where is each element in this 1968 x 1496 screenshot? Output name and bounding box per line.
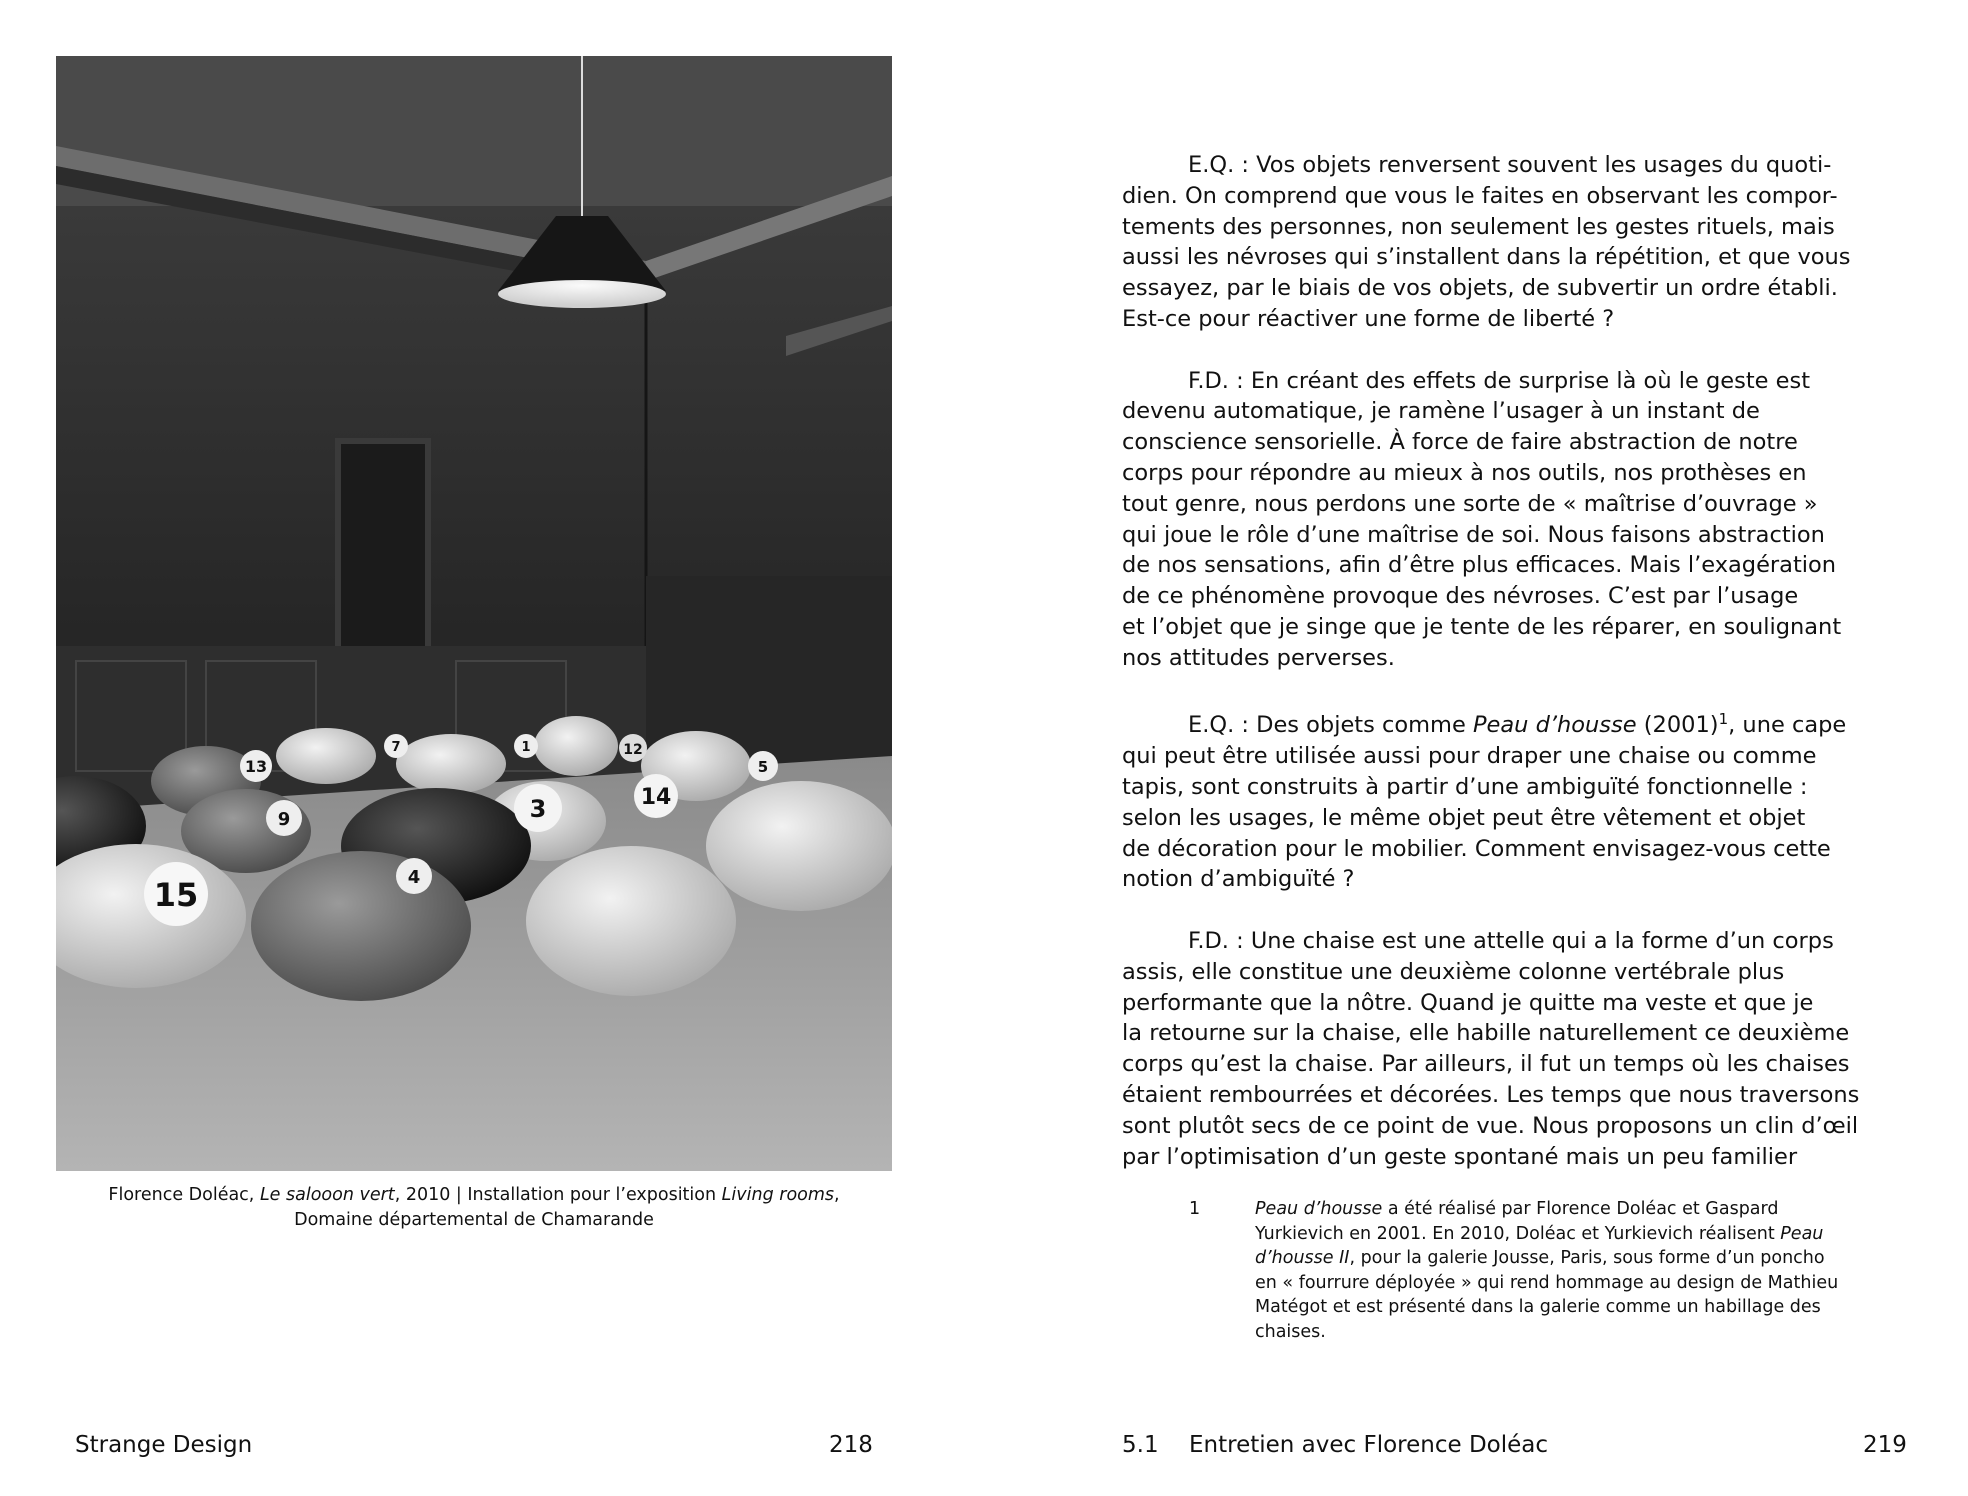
text-line: de nos sensations, afin d’être plus efficaces. Mais l’exagération (1122, 552, 1837, 579)
footnote-number: 1 (1189, 1199, 1201, 1219)
caption-exhibition: Living rooms (721, 1185, 835, 1205)
footnote-line: Matégot et est présenté dans la galerie comme un habillage des (1255, 1297, 1821, 1317)
paragraph (1122, 926, 1882, 1172)
text-line: F.D. : Une chaise est une attelle qui a la forme d’un corps (1188, 927, 1834, 954)
text-line: par l’optimisation d’un geste spontané mais un peu familier (1122, 1143, 1798, 1170)
text-line: qui peut être utilisée aussi pour draper une chaise ou comme (1122, 743, 1817, 770)
text-line: Est-ce pour réactiver une forme de liberté ? (1122, 305, 1615, 332)
page-number-left: 218 (829, 1432, 873, 1458)
text-line: performante que la nôtre. Quand je quitte ma veste et que je (1122, 989, 1814, 1016)
footnote-text (1255, 1197, 1849, 1344)
footnote-italic: Peau (1780, 1223, 1824, 1244)
section-number: 5.1 (1122, 1432, 1159, 1458)
text-line: et l’objet que je singe que je tente de les réparer, en soulignant (1122, 613, 1842, 640)
text-line: aussi les névroses qui s’installent dans la répétition, et que vous (1122, 244, 1851, 271)
photo-caption (56, 1183, 892, 1233)
footnote-italic: d’housse II (1255, 1248, 1350, 1268)
text-line: tout genre, nous perdons une sorte de « maîtrise d’ouvrage » (1122, 490, 1818, 517)
caption-work-title: Le salooon vert (259, 1185, 395, 1205)
text-line: F.D. : En créant des effets de surprise là où le geste est (1188, 367, 1811, 394)
text-fragment: E.Q. : Des objets comme (1188, 712, 1473, 739)
ball-number: 5 (757, 758, 769, 776)
footnote-fragment: Yurkievich en 2001. En 2010, Doléac et Yurkievich réalisent (1255, 1223, 1781, 1244)
ball-number: 13 (244, 757, 268, 776)
text-line: tapis, sont construits à partir d’une ambiguïté fonctionnelle : (1122, 773, 1808, 800)
text-fragment: , une cape (1728, 712, 1847, 739)
paragraph (1122, 366, 1882, 674)
text-line: assis, elle constitue une deuxième colonne vertébrale plus (1122, 958, 1785, 985)
caption-middle: , 2010 | Installation pour l’exposition (394, 1185, 722, 1205)
text-line: conscience sensorielle. À force de faire abstraction de notre (1122, 429, 1798, 456)
interview-text (1122, 150, 1882, 1172)
ball-number: 1 (521, 740, 531, 755)
text-line: essayez, par le biais de vos objets, de subvertir un ordre établi. (1122, 275, 1838, 302)
text-line: nos attitudes perverses. (1122, 644, 1395, 671)
caption-author: Florence Doléac, (108, 1185, 260, 1205)
footnote-reference[interactable]: 1 (1718, 710, 1729, 729)
ball-number: 9 (277, 809, 291, 830)
text-line: notion d’ambiguïté ? (1122, 866, 1355, 893)
book-title: Strange Design (75, 1432, 253, 1458)
text-line (1122, 704, 1882, 741)
footnote-fragment: , pour la galerie Jousse, Paris, sous forme d’un poncho (1349, 1248, 1825, 1268)
text-line: étaient rembourrées et décorées. Les temps que nous traversons (1122, 1081, 1860, 1108)
ball-number: 3 (529, 795, 547, 823)
footnote-line: en « fourrure déployée » qui rend hommage au design de Mathieu (1255, 1272, 1839, 1293)
photo-illustration (56, 56, 892, 1171)
footnote-italic: Peau d’housse (1255, 1199, 1383, 1219)
text-line: dien. On comprend que vous le faites en observant les compor- (1122, 182, 1838, 209)
right-page (984, 0, 1968, 1496)
text-line: la retourne sur la chaise, elle habille naturellement ce deuxième (1122, 1020, 1850, 1047)
ball-number: 12 (623, 742, 643, 758)
footnote (1189, 1197, 1849, 1344)
ball-number: 14 (640, 785, 672, 810)
paragraph (1122, 150, 1882, 335)
text-line: tements des personnes, non seulement les gestes rituels, mais (1122, 213, 1835, 240)
text-line: de ce phénomène provoque des névroses. C’est par l’usage (1122, 583, 1799, 610)
ball-number: 4 (407, 867, 421, 888)
text-line: selon les usages, le même objet peut être vêtement et objet (1122, 804, 1806, 831)
ball-number: 7 (391, 740, 401, 755)
ball-number: 15 (153, 876, 199, 914)
text-fragment: (2001) (1636, 712, 1719, 739)
text-line: sont plutôt secs de ce point de vue. Nous proposons un clin d’œil (1122, 1112, 1859, 1139)
text-line: de décoration pour le mobilier. Comment envisagez-vous cette (1122, 835, 1831, 862)
caption-end: , (834, 1185, 840, 1205)
text-line: devenu automatique, je ramène l’usager à un instant de (1122, 398, 1760, 425)
work-title-italic: Peau d’housse (1472, 712, 1637, 739)
text-line: corps pour répondre au mieux à nos outils, nos prothèses en (1122, 459, 1807, 486)
page-number-right: 219 (1863, 1432, 1907, 1458)
caption-line-2: Domaine départemental de Chamarande (294, 1210, 654, 1230)
paragraph (1122, 704, 1882, 895)
text-line: corps qu’est la chaise. Par ailleurs, il fut un temps où les chaises (1122, 1051, 1850, 1078)
footnote-line: chaises. (1255, 1321, 1326, 1342)
section-title: Entretien avec Florence Doléac (1189, 1432, 1549, 1458)
footnote-fragment: a été réalisé par Florence Doléac et Gaspard (1382, 1199, 1779, 1219)
text-line: qui joue le rôle d’une maîtrise de soi. Nous faisons abstraction (1122, 521, 1825, 548)
text-line: E.Q. : Vos objets renversent souvent les usages du quoti- (1188, 152, 1832, 178)
installation-photo (56, 56, 892, 1171)
